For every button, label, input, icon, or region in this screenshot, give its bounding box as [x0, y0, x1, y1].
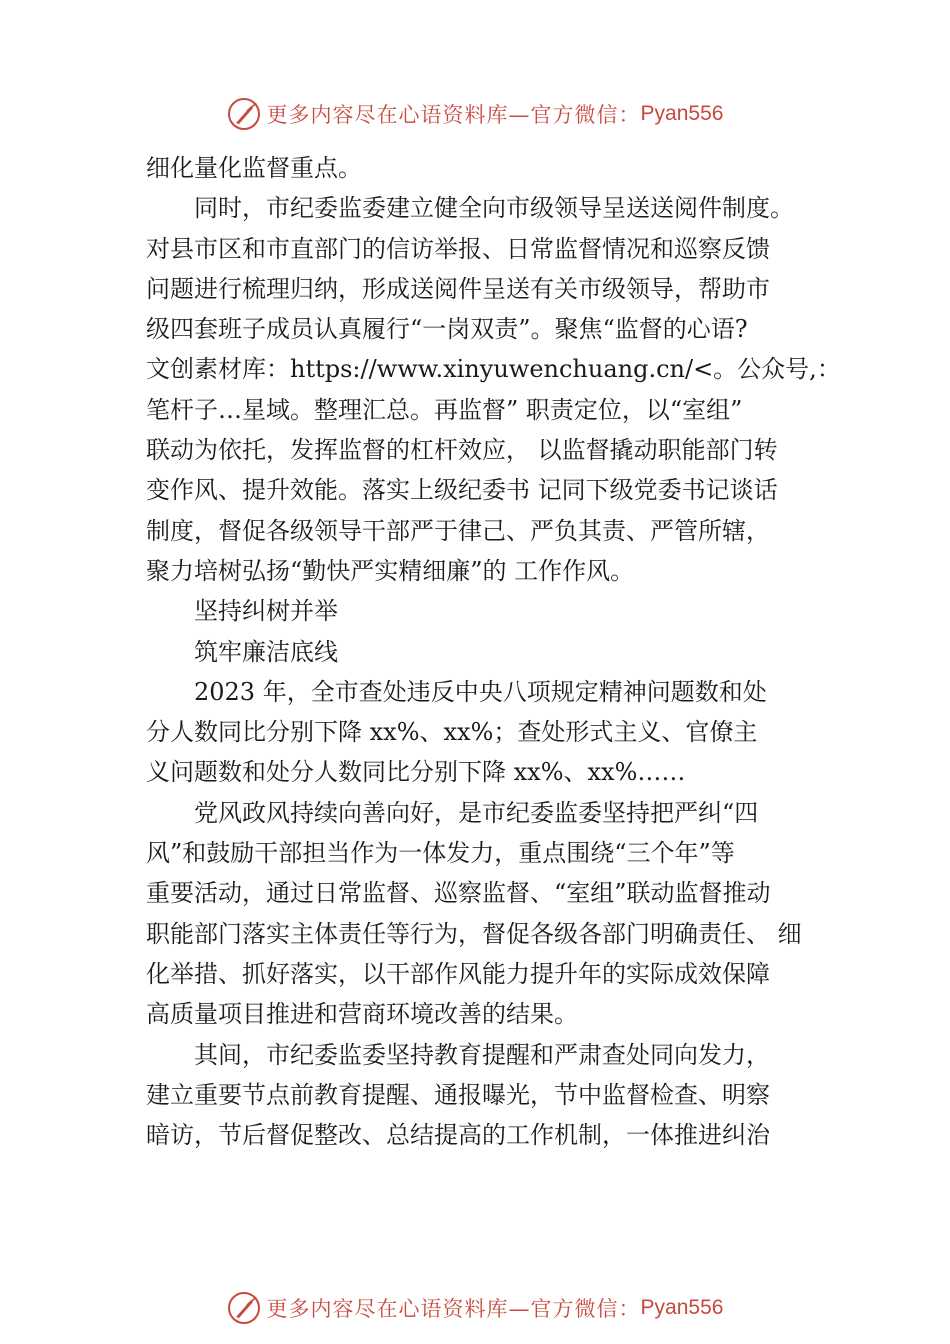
banner-text: 更多内容尽在心语资料库—官方微信： [266, 1297, 641, 1321]
text-line: 细化量化监督重点。 [146, 154, 362, 182]
header-banner [0, 92, 950, 136]
text-line: 义问题数和处分人数同比分别下降 xx%、xx%…… [146, 758, 686, 787]
text-line: 暗访，节后督促整改、总结提高的工作机制，一体推进纠治 [146, 1121, 770, 1150]
quill-pen-logo-icon [227, 1291, 261, 1325]
text-line: 建立重要节点前教育提醒、通报曝光，节中监督检查、明察 [146, 1080, 770, 1109]
banner-wechat-id: Pyan556 [640, 1296, 724, 1319]
text-line: 聚力培树弘扬“勤快严实精细廉”的 工作作风。 [146, 556, 635, 585]
document-body [146, 148, 841, 1155]
text-line: 职能部门落实主体责任等行为，督促各级各部门明确责任、 细 [146, 919, 802, 948]
text-line: 同时，市纪委监委建立健全向市级领导呈送送阅件制度。 [194, 194, 794, 223]
text-line: 分人数同比分别下降 xx%、xx%；查处形式主义、官僚主 [146, 718, 758, 747]
text-line: 联动为依托，发挥监督的杠杆效应， 以监督撬动职能部门转 [146, 436, 778, 465]
text-line: 高质量项目推进和营商环境改善的结果。 [146, 1000, 578, 1029]
text-line: 文创素材库：https://www.xinyuwenchuang.cn/<。公众号,： [146, 355, 841, 384]
text-line: 其间，市纪委监委坚持教育提醒和严肃查处同向发力， [194, 1040, 770, 1069]
text-line: 问题进行梳理归纳，形成送阅件呈送有关市级领导，帮助市 [146, 274, 770, 303]
banner-text: 更多内容尽在心语资料库—官方微信： [266, 103, 641, 127]
text-line: 2023 年，全市查处违反中央八项规定精神问题数和处 [194, 677, 767, 706]
text-line: 风”和鼓励干部担当作为一体发力，重点围绕“三个年”等 [146, 839, 735, 868]
quill-pen-logo-icon [227, 97, 261, 131]
section-heading: 筑牢廉洁底线 [194, 637, 338, 666]
text-line: 笔杆子…星域。整理汇总。再监督” 职责定位，以“室组” [146, 395, 743, 424]
text-line: 党风政风持续向善向好，是市纪委监委坚持把严纠“四 [194, 798, 759, 827]
text-line: 制度，督促各级领导干部严于律己、严负其责、严管所辖， [146, 516, 770, 545]
section-heading: 坚持纠树并举 [194, 597, 338, 626]
text-line: 变作风、提升效能。落实上级纪委书 记同下级党委书记谈话 [146, 476, 778, 505]
text-line: 化举措、抓好落实，以干部作风能力提升年的实际成效保障 [146, 959, 770, 988]
banner-wechat-id: Pyan556 [640, 102, 724, 125]
text-line: 对县市区和市直部门的信访举报、日常监督情况和巡察反馈 [146, 234, 770, 263]
text-line: 级四套班子成员认真履行“一岗双责”。聚焦“监督的心语? [146, 315, 748, 344]
text-line: 重要活动，通过日常监督、巡察监督、“室组”联动监督推动 [146, 879, 771, 908]
footer-banner [0, 1286, 950, 1330]
